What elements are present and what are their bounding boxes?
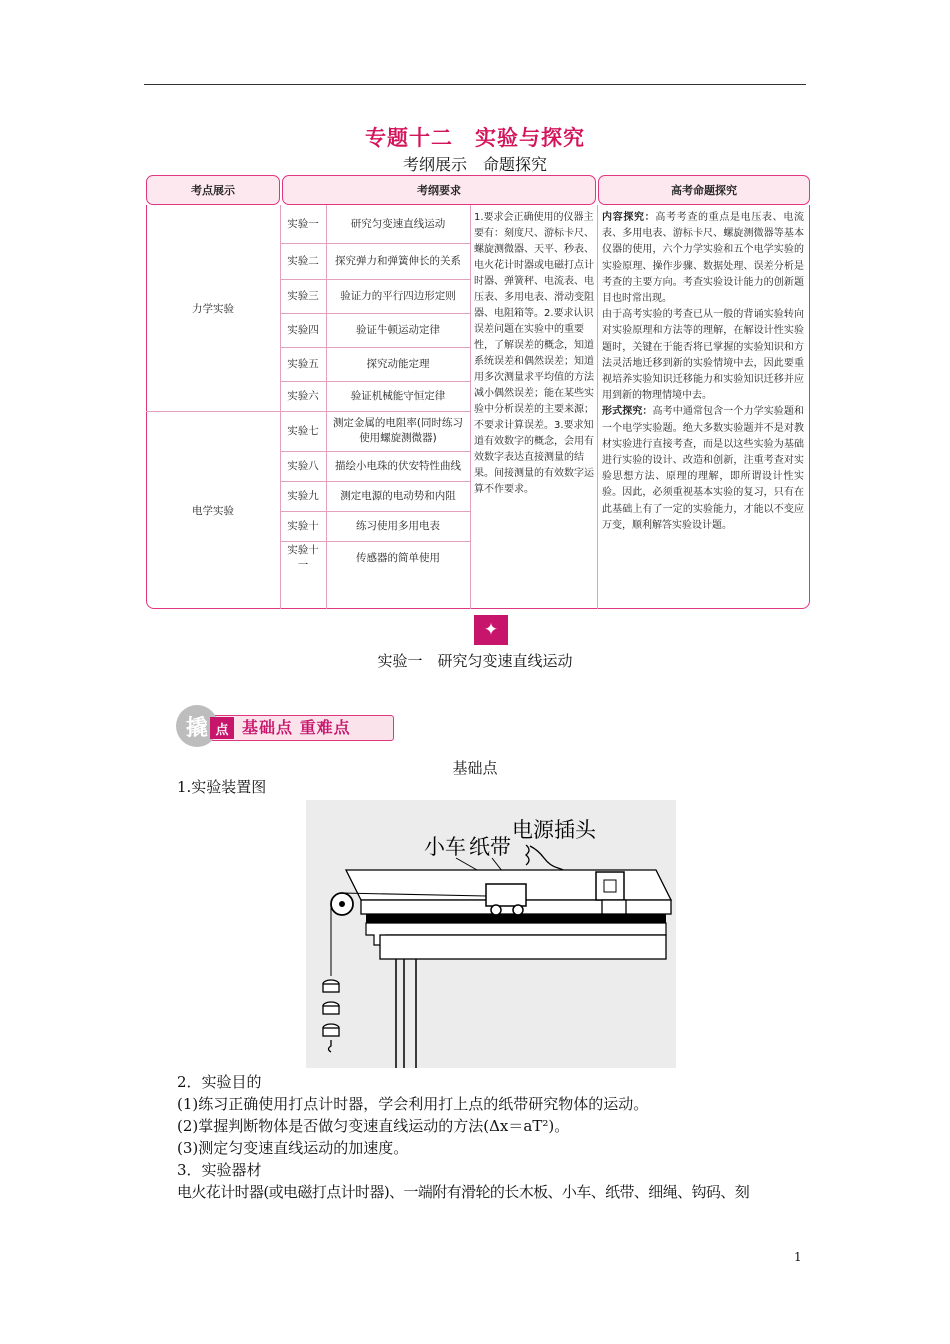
experiment-id: 实验三 xyxy=(287,289,319,302)
top-rule xyxy=(144,84,806,85)
experiment-name: 研究匀变速直线运动 xyxy=(350,217,446,230)
experiment-badge-icon: ✦ xyxy=(474,615,508,645)
experiment-id: 实验五 xyxy=(287,357,319,370)
item-2: 2．实验目的 xyxy=(177,1073,262,1091)
section-banner xyxy=(176,705,394,747)
item-1: 1.实验装置图 xyxy=(177,778,267,796)
label-plug: 电源插头 xyxy=(512,818,596,842)
experiment-title: 实验一 研究匀变速直线运动 xyxy=(377,652,573,670)
experiment-name: 描绘小电珠的伏安特性曲线 xyxy=(335,459,461,472)
label-tape: 纸带 xyxy=(469,835,511,859)
header-tanjiu: 高考命题探究 xyxy=(598,175,810,205)
banner-text: 基础点 重难点 xyxy=(242,718,351,737)
experiment-id: 实验六 xyxy=(287,389,319,402)
item-3: 3．实验器材 xyxy=(177,1161,262,1179)
page-title: 专题十二 实验与探究 xyxy=(365,125,585,150)
exploration-text: 内容探究：高考考查的重点是电压表、电流表、多用电表、游标卡尺、螺旋测微器等基本仪器的使用，六个力学实验和五个电学实验的实验原理、操作步骤、数据处理、误差分析是考查的主要方向。考查实验设计能力的创新题目也时常出现。 由于高考实验的考查已从一般的背诵实验转向对实验原理和方法等的理解，在解设计性实验题时，关键在于能否将已掌握的实验知识和方法灵活地迁移到新的实验情境中去，因此要重视培养实验知识迁移能力和实验知识迁移并应用到新的物理情境中去。 形式探究：高考中通常包含一个力学实验题和一个电学实验题。绝大多数实验题并不是对教材实验进行直接考查，而是以这些实验为基础进行实验的设计、改造和创新，注重考查对实验思想方法、原理的理解，即所谓设计性实验。因此，必须重视基本实验的复习，只有在此基础上有了一定的实验能力，才能以不变应万变，顺利解答实验设计题。 xyxy=(602,212,805,531)
page-number: 1 xyxy=(794,1250,802,1264)
item-2-2: (2)掌握判断物体是否做匀变速直线运动的方法(Δx＝aT²)。 xyxy=(177,1117,570,1135)
experiment-name: 探究弹力和弹簧伸长的关系 xyxy=(335,254,461,267)
group-mechanics: 力学实验 xyxy=(192,302,234,315)
page-subtitle: 考纲展示 命题探究 xyxy=(402,155,547,174)
label-car: 小车 xyxy=(424,835,466,859)
experiment-name: 测定电源的电动势和内阻 xyxy=(340,489,456,502)
experiment-name: 验证力的平行四边形定则 xyxy=(340,289,456,302)
banner-tag: 点 xyxy=(210,717,234,739)
group-electrics: 电学实验 xyxy=(192,504,234,517)
requirements-text: 1.要求会正确使用的仪器主要有：刻度尺、游标卡尺、螺旋测微器、天平、秒表、电火花计时器或电磁打点计时器、弹簧秤、电流表、电压表、多用电表、滑动变阻器、电阻箱等。2.要求认识误差问题在实验中的重要性，了解误差的概念，知道系统误差和偶然误差；知道用多次测量求平均值的方法减小偶然误差；能在某些实验中分析误差的主要来源；不要求计算误差。3.要求知道有效数字的概念，会用有效数字表达直接测量的结果。间接测量的有效数字运算不作要求。 xyxy=(474,212,594,495)
experiment-name: 测定金属的电阻率(同时练习使用螺旋测微器) xyxy=(332,417,464,444)
experiment-id: 实验九 xyxy=(287,489,319,502)
experiment-id: 实验十 xyxy=(287,519,319,532)
experiment-name: 探究动能定理 xyxy=(366,357,430,370)
header-kaogang: 考纲要求 xyxy=(282,175,596,205)
experiment-id: 实验七 xyxy=(287,424,319,437)
experiment-id: 实验四 xyxy=(287,323,319,336)
item-3-text: 电火花计时器(或电磁打点计时器)、一端附有滑轮的长木板、小车、纸带、细绳、钩码、刻 xyxy=(177,1183,750,1201)
item-2-3: (3)测定匀变速直线运动的加速度。 xyxy=(177,1139,409,1157)
experiment-name: 验证机械能守恒定律 xyxy=(350,389,446,402)
experiment-name: 验证牛顿运动定律 xyxy=(356,323,440,336)
experiment-id: 实验十一 xyxy=(287,544,319,571)
apparatus-figure xyxy=(306,800,676,1068)
header-kaodian: 考点展示 xyxy=(146,175,280,205)
experiment-id: 实验一 xyxy=(287,217,319,230)
experiment-id: 实验八 xyxy=(287,459,319,472)
experiment-id: 实验二 xyxy=(287,254,319,267)
basics-heading: 基础点 xyxy=(452,759,498,777)
banner-circle-icon: 撬 xyxy=(176,705,218,747)
experiment-name: 传感器的简单使用 xyxy=(356,551,440,564)
experiment-name: 练习使用多用电表 xyxy=(356,519,440,532)
syllabus-table xyxy=(146,175,810,609)
item-2-1: (1)练习正确使用打点计时器，学会利用打上点的纸带研究物体的运动。 xyxy=(177,1095,649,1113)
